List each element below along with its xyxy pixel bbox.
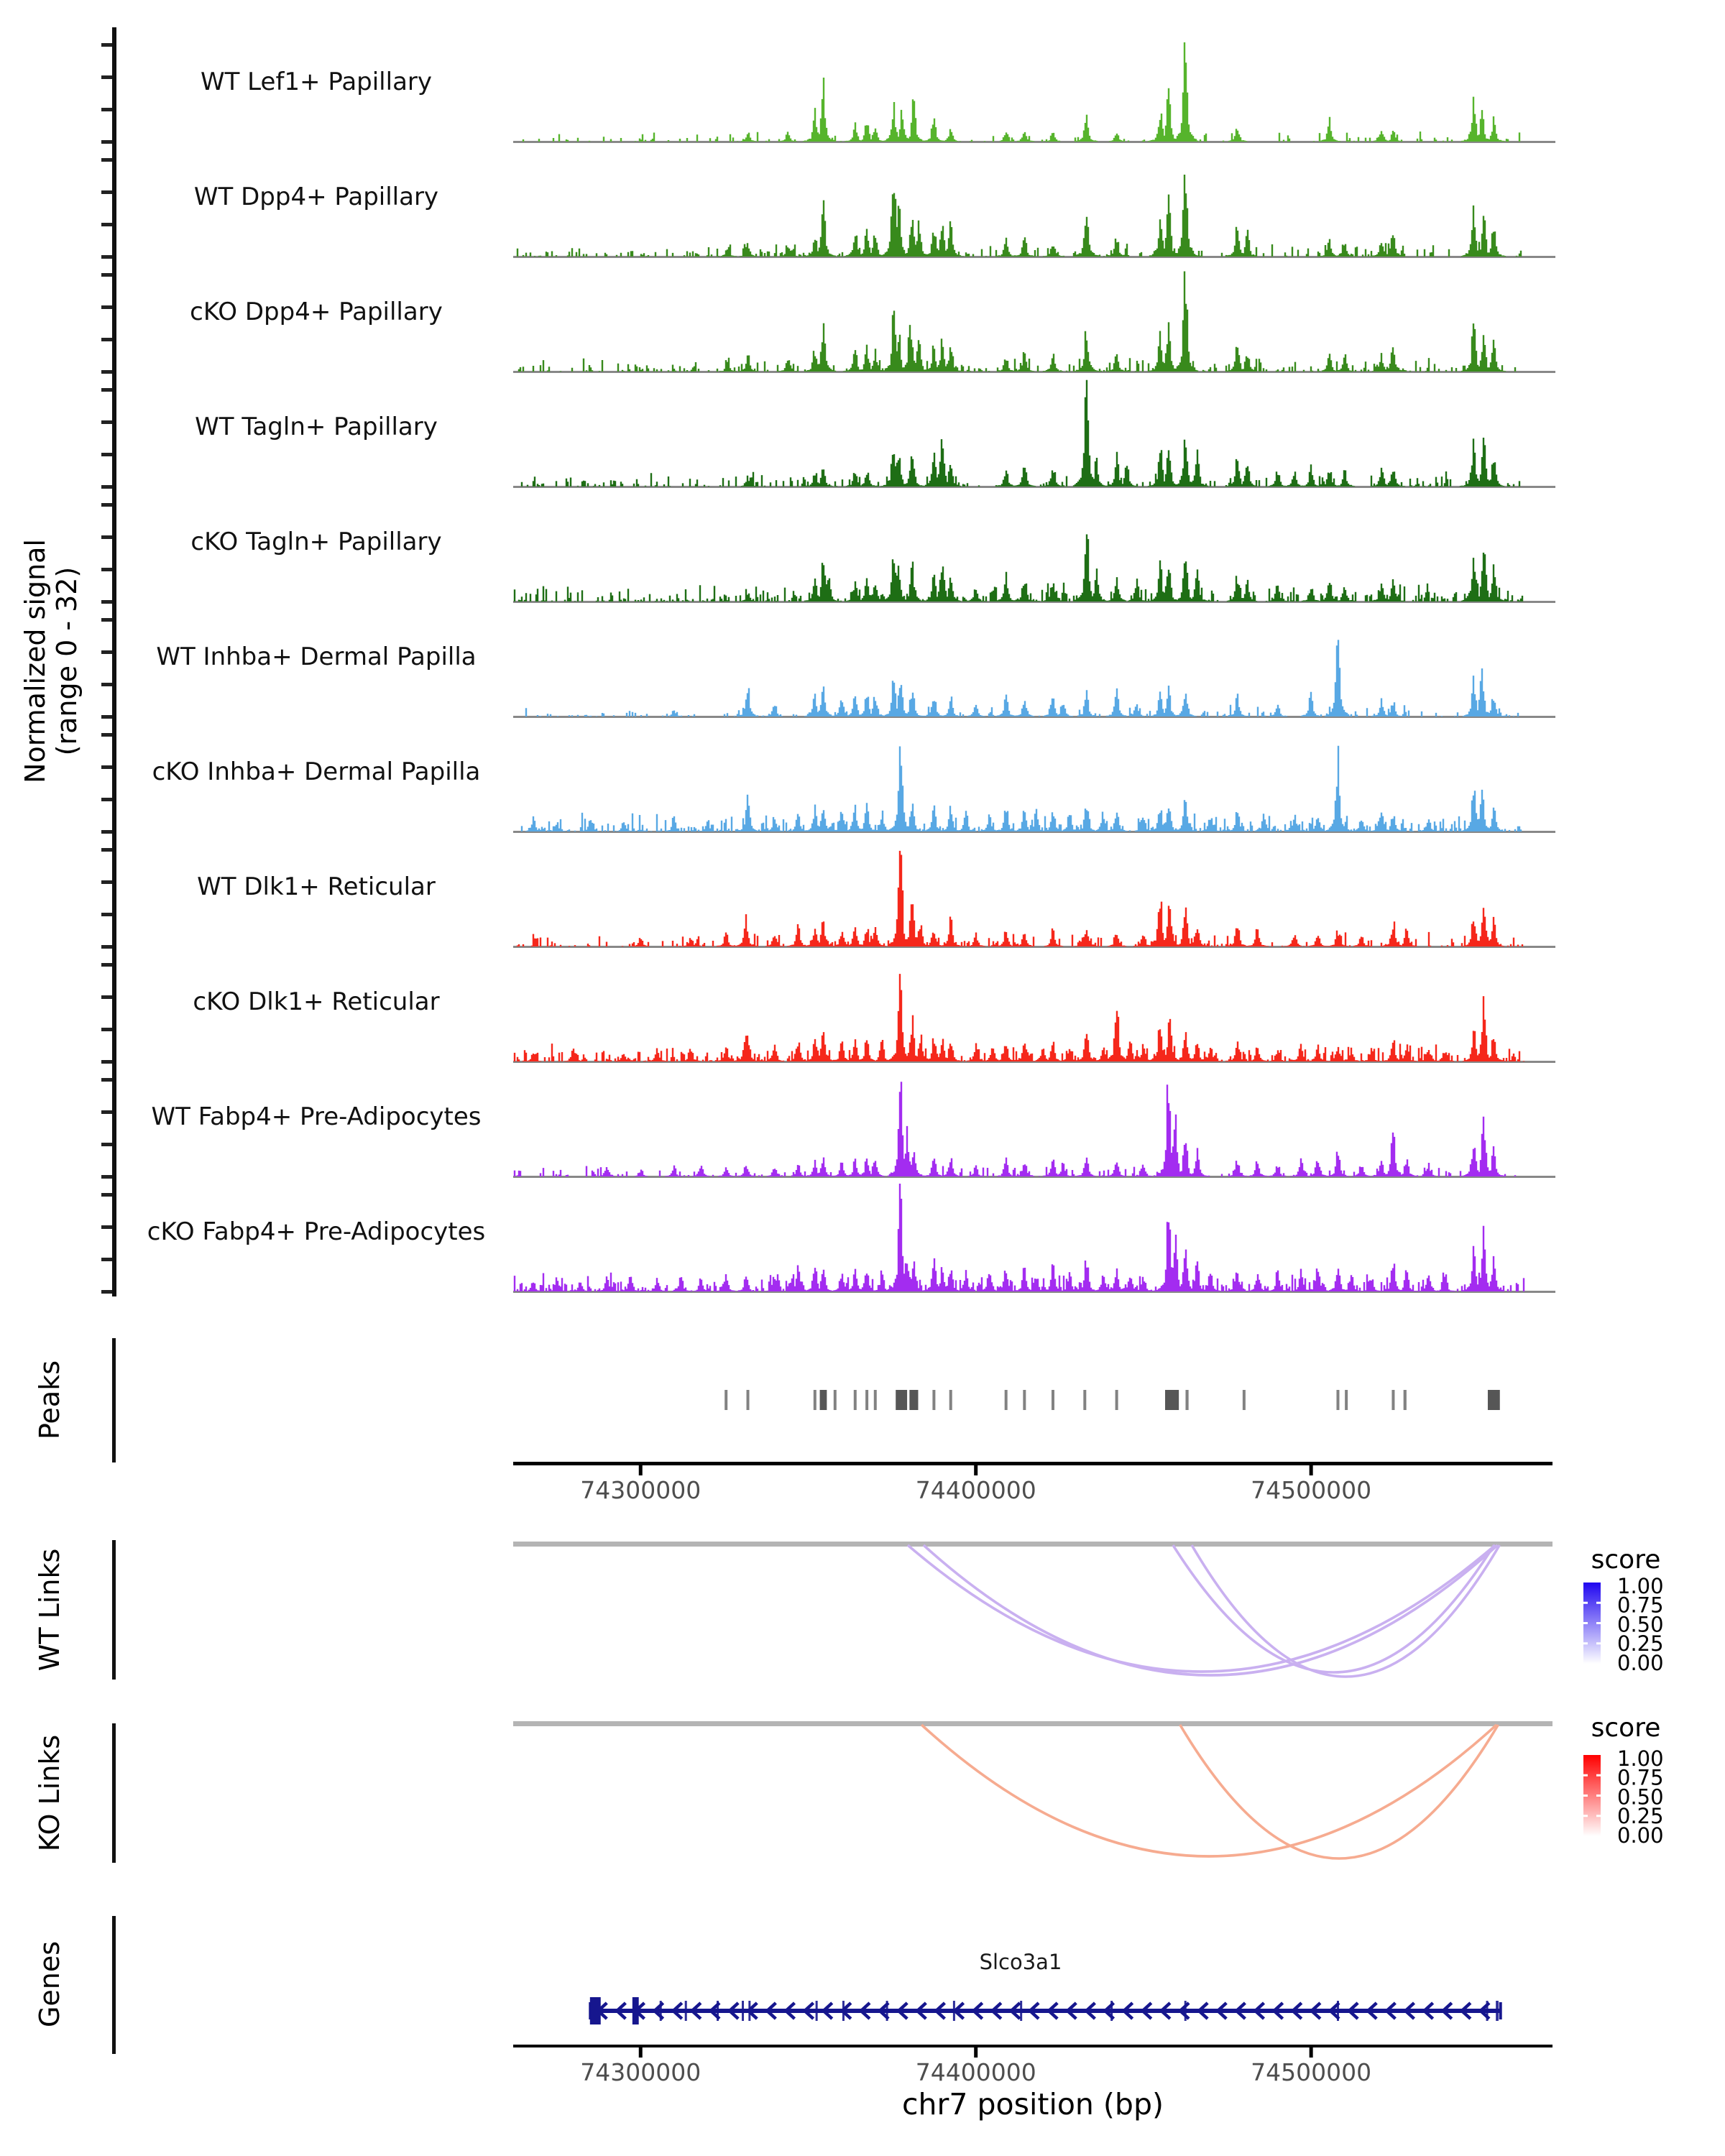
ko-legend-tick-label: 0.00	[1617, 1823, 1664, 1848]
y-axis-tick	[101, 1078, 112, 1082]
y-axis-tick	[101, 305, 112, 309]
track-label: cKO Tagln+ Papillary	[190, 528, 442, 556]
y-axis-tick	[101, 255, 112, 259]
axis-tick-label: 74500000	[1251, 1476, 1372, 1504]
gene-exon-tick	[748, 2001, 750, 2021]
gene-exon-tick	[842, 2001, 845, 2021]
y-axis-tick	[101, 765, 112, 769]
gene-exon-tick	[660, 2001, 662, 2021]
wt-legend-tick-label: 1.00	[1617, 1574, 1664, 1598]
y-axis-tick	[101, 273, 112, 277]
ko-legend-tick-label: 0.75	[1617, 1765, 1664, 1790]
gene-exon-tick	[717, 2001, 719, 2021]
section-line-ko-links	[112, 1723, 116, 1863]
y-axis-tick	[101, 1028, 112, 1031]
peak-interval	[1116, 1390, 1118, 1410]
gene-exon-tick	[1110, 2001, 1113, 2021]
axis-tick	[974, 2047, 978, 2058]
ko-legend-gradient-notch	[1596, 1815, 1601, 1817]
gene-exon-tick	[886, 2001, 888, 2021]
y-axis-tick	[101, 223, 112, 226]
y-axis-tick	[101, 715, 112, 719]
signal-track-11	[515, 1184, 1524, 1291]
gene-exon-tick	[1496, 2001, 1499, 2021]
wt-legend-gradient-notch	[1583, 1622, 1588, 1624]
peak-interval	[1243, 1390, 1246, 1410]
y-axis-tick	[101, 733, 112, 737]
track-label: WT Dlk1+ Reticular	[197, 872, 436, 901]
gene-name-label: Slco3a1	[979, 1950, 1062, 1974]
section-label-genes: Genes	[34, 1940, 65, 2028]
y-axis-tick	[101, 503, 112, 507]
wt-legend-gradient-notch	[1596, 1622, 1601, 1624]
wt-links-arcs	[513, 1542, 1552, 1677]
signal-track-2	[518, 175, 1521, 257]
y-axis-tick	[101, 158, 112, 162]
track-label: WT Tagln+ Papillary	[195, 413, 438, 441]
y-axis-tick	[101, 1110, 112, 1114]
peak-interval	[747, 1390, 750, 1410]
ko-legend-tick-label: 0.25	[1617, 1804, 1664, 1829]
peak-interval	[949, 1390, 952, 1410]
peak-interval	[724, 1390, 727, 1410]
gene-exon-tick	[1020, 2001, 1022, 2021]
y-axis-tick	[101, 798, 112, 801]
section-line-genes	[112, 1916, 116, 2054]
axis-tick-label: 74500000	[1251, 2058, 1372, 2086]
y-axis-tick	[101, 1193, 112, 1197]
peak-interval	[1052, 1390, 1054, 1410]
wt-legend-tick-label: 0.50	[1617, 1612, 1664, 1637]
peak-interval	[814, 1390, 816, 1410]
y-axis-tick	[101, 945, 112, 949]
y-axis-tick	[101, 1060, 112, 1064]
section-label-ko-links: KO Links	[34, 1734, 65, 1852]
peak-interval	[854, 1390, 857, 1410]
ko-links-arcs	[513, 1721, 1552, 1858]
peak-interval	[1345, 1390, 1348, 1410]
gene-exon-tick	[953, 2001, 955, 2021]
peak-interval	[1336, 1390, 1339, 1410]
peak-interval	[1083, 1390, 1086, 1410]
link-arc	[1173, 1545, 1494, 1672]
y-axis-tick	[101, 963, 112, 967]
y-axis-tick	[101, 880, 112, 884]
peaks-track	[724, 1390, 1500, 1410]
peak-interval	[909, 1390, 918, 1410]
peak-interval	[1488, 1390, 1500, 1410]
axis-tick-label: 74300000	[580, 2058, 702, 2086]
link-arc	[908, 1545, 1495, 1672]
signal-track-3	[519, 272, 1515, 372]
link-arc	[921, 1725, 1496, 1856]
ko-legend-gradient-notch	[1583, 1774, 1588, 1777]
y-axis-tick	[101, 1225, 112, 1229]
wt-legend-gradient-notch	[1583, 1642, 1588, 1644]
peak-interval	[932, 1390, 935, 1410]
link-arc	[1192, 1545, 1499, 1677]
y-axis-tick	[101, 75, 112, 79]
links-baseline-bar	[513, 1721, 1552, 1726]
y-axis-tick	[101, 913, 112, 916]
y-axis-tick	[101, 140, 112, 144]
y-axis-tick	[101, 848, 112, 852]
y-axis-tick	[101, 43, 112, 47]
y-axis-tick	[101, 108, 112, 111]
link-arc	[924, 1545, 1498, 1675]
y-axis-tick	[101, 1290, 112, 1294]
track-label: WT Lef1+ Papillary	[200, 68, 433, 96]
gene-exon-tick	[742, 2001, 744, 2021]
signal-track-7	[522, 746, 1521, 831]
signal-track-6	[526, 640, 1518, 717]
y-axis-tick	[101, 338, 112, 341]
y-axis-tick	[101, 568, 112, 571]
gene-exon-tick	[1337, 2001, 1339, 2021]
y-axis-tick	[101, 388, 112, 392]
peak-interval	[1165, 1390, 1179, 1410]
y-axis-tick	[101, 453, 112, 456]
wt-legend-tick-label: 0.25	[1617, 1631, 1664, 1657]
track-label: cKO Fabp4+ Pre-Adipocytes	[147, 1217, 486, 1246]
section-label-wt-links: WT Links	[34, 1548, 65, 1672]
ko-legend-gradient-notch	[1596, 1795, 1601, 1797]
axis-tick	[1310, 2047, 1313, 2058]
axis-tick	[639, 2047, 643, 2058]
mid-axis	[513, 1462, 1552, 1504]
x-axis-title: chr7 position (bp)	[902, 2087, 1164, 2122]
y-axis-tick	[101, 485, 112, 489]
axis-line	[513, 1462, 1552, 1465]
wt-legend-gradient-notch	[1596, 1642, 1601, 1644]
y-axis-tick	[101, 618, 112, 622]
track-label: cKO Dpp4+ Papillary	[190, 298, 443, 326]
axis-tick-label: 74400000	[915, 1476, 1036, 1504]
axis-tick	[1310, 1465, 1313, 1475]
gene-end-cap	[1499, 2002, 1502, 2019]
score-legends	[1583, 1574, 1664, 1848]
y-axis-tick	[101, 370, 112, 374]
gene-exon-tick	[1486, 2001, 1489, 2021]
track-label: WT Inhba+ Dermal Papilla	[156, 642, 477, 671]
track-baselines	[513, 141, 1555, 1293]
y-axis-tick	[101, 600, 112, 604]
peak-interval	[834, 1390, 837, 1410]
signal-track-9	[515, 974, 1524, 1061]
track-label: cKO Dlk1+ Reticular	[193, 987, 440, 1016]
signal-track-1	[523, 42, 1519, 142]
ko-legend-tick-label: 1.00	[1617, 1746, 1664, 1771]
track-labels	[147, 68, 486, 1246]
gene-exon-tick	[685, 2001, 687, 2021]
wt-legend-tick-label: 0.00	[1617, 1650, 1664, 1675]
peak-interval	[1185, 1390, 1188, 1410]
track-label: WT Fabp4+ Pre-Adipocytes	[151, 1102, 482, 1131]
track-label: WT Dpp4+ Papillary	[193, 183, 439, 211]
axis-tick-label: 74300000	[580, 1476, 702, 1504]
ko-legend-gradient-notch	[1596, 1774, 1601, 1777]
gene-exon-tick	[816, 2001, 818, 2021]
peak-interval	[865, 1390, 868, 1410]
track-label: cKO Inhba+ Dermal Papilla	[152, 757, 481, 786]
peak-interval	[1023, 1390, 1026, 1410]
peak-interval	[1005, 1390, 1008, 1410]
y-axis-label-line2: (range 0 - 32)	[51, 566, 83, 756]
wt-score-legend-title: score	[1591, 1545, 1661, 1575]
wt-legend-tick-label: 0.75	[1617, 1593, 1664, 1618]
signal-track-5	[515, 535, 1522, 602]
peak-interval	[820, 1390, 827, 1410]
y-axis-bar	[112, 27, 116, 1296]
peak-interval	[1404, 1390, 1407, 1410]
y-axis-tick	[101, 1258, 112, 1261]
y-axis-tick	[101, 683, 112, 686]
wt-legend-gradient-notch	[1596, 1602, 1601, 1604]
axis-tick-label: 74400000	[915, 2058, 1036, 2086]
ko-legend-gradient-notch	[1583, 1795, 1588, 1797]
section-line-peaks	[112, 1338, 116, 1462]
signal-track-4	[522, 380, 1519, 487]
section-lines	[112, 1338, 116, 2054]
ko-legend-tick-label: 0.50	[1617, 1784, 1664, 1810]
y-axis-tick	[101, 650, 112, 654]
y-axis-tick	[101, 995, 112, 999]
y-axis-tick	[101, 830, 112, 834]
ko-legend-gradient-notch	[1583, 1815, 1588, 1817]
y-axis-tick	[101, 190, 112, 194]
axis-tick	[974, 1465, 978, 1475]
links-baseline-bar	[513, 1542, 1552, 1547]
gene-body-line	[590, 2009, 1500, 2013]
y-axis-tick	[101, 420, 112, 424]
y-axis-label-line1: Normalized signal	[19, 539, 51, 783]
peak-interval	[896, 1390, 907, 1410]
gene-exon	[632, 1997, 639, 2024]
bottom-axis	[513, 2045, 1552, 2086]
gene-exon-tick	[1184, 2001, 1187, 2021]
ko-score-legend-title: score	[1591, 1713, 1661, 1743]
wt-legend-gradient-notch	[1583, 1602, 1588, 1604]
signal-tracks	[515, 42, 1524, 1291]
axis-tick	[639, 1465, 643, 1475]
y-axis-tick	[101, 1143, 112, 1146]
y-axis	[101, 27, 116, 1296]
peak-interval	[1392, 1390, 1394, 1410]
gene-track	[589, 1997, 1501, 2024]
link-arc	[1180, 1725, 1499, 1858]
y-axis-tick	[101, 535, 112, 539]
signal-track-8	[518, 851, 1522, 946]
axis-line	[513, 2045, 1552, 2047]
section-line-wt-links	[112, 1540, 116, 1680]
section-label-peaks: Peaks	[34, 1360, 65, 1440]
peak-interval	[874, 1390, 877, 1410]
gene-exon	[590, 1997, 601, 2024]
signal-track-10	[515, 1082, 1515, 1176]
y-axis-tick	[101, 1175, 112, 1179]
